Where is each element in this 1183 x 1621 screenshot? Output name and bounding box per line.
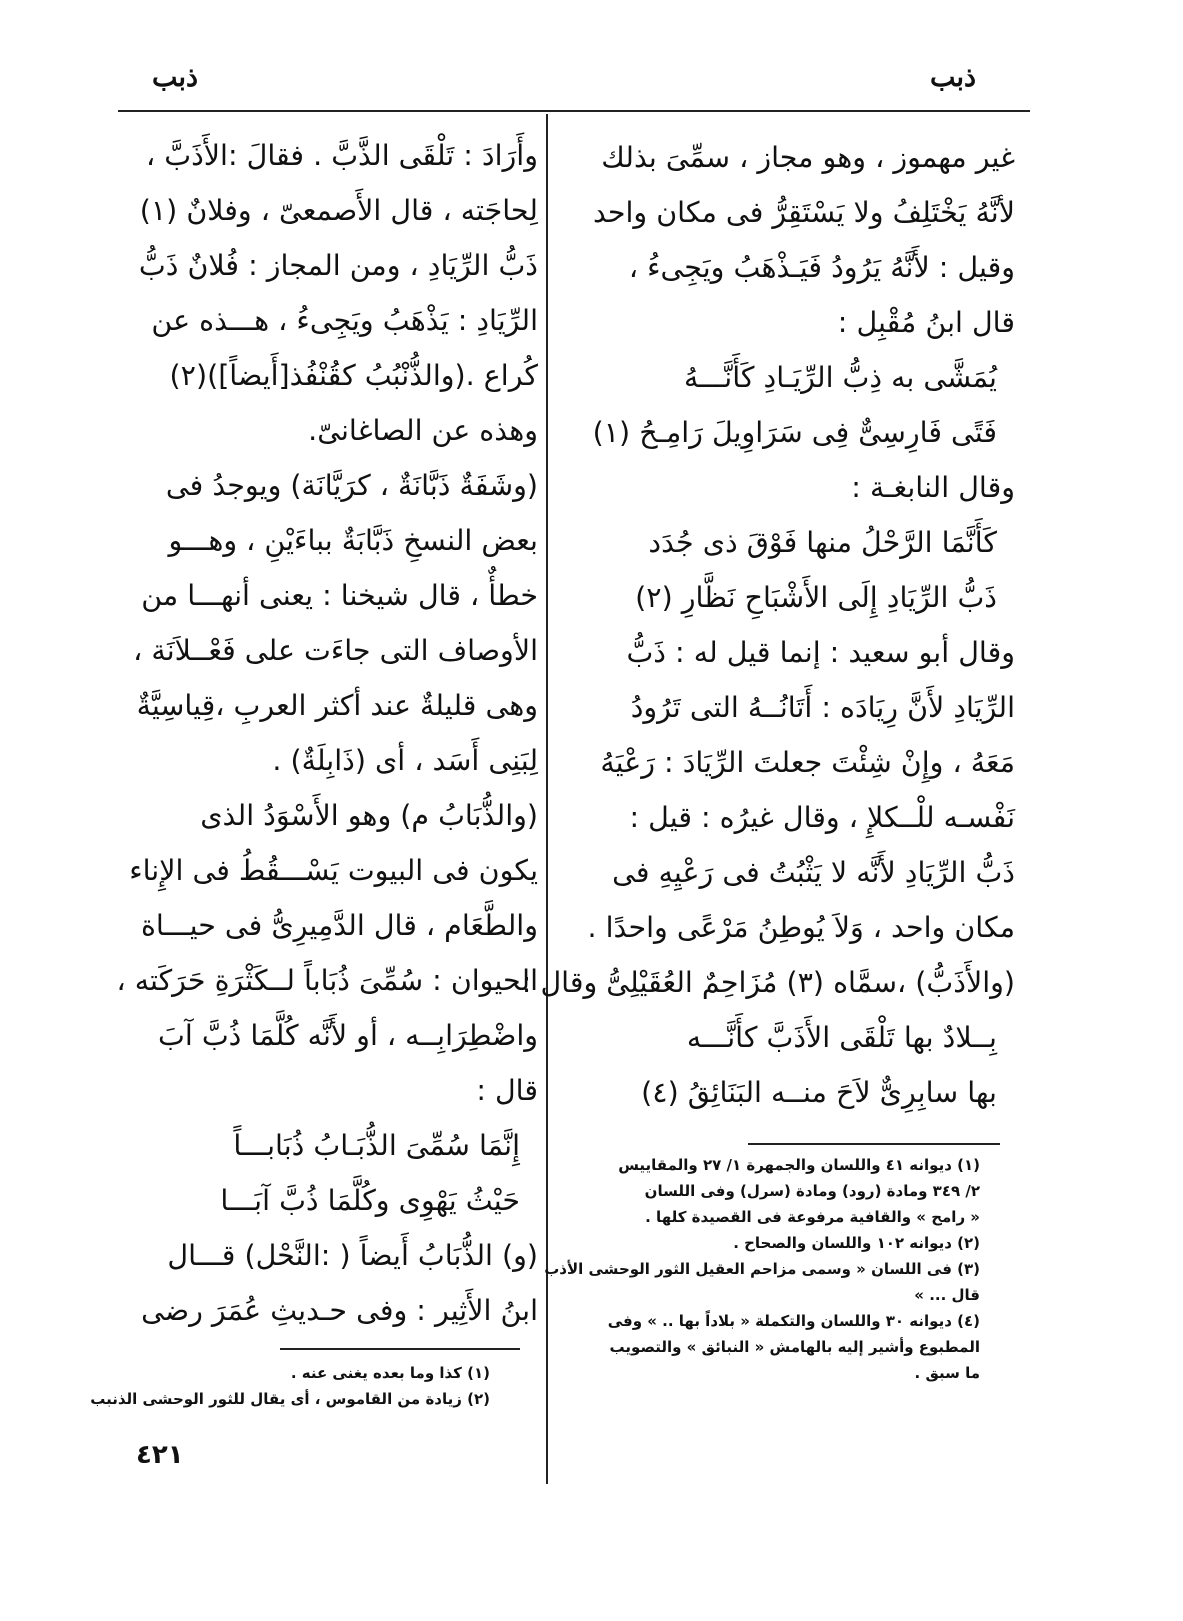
running-head-right: ذبب bbox=[930, 62, 977, 93]
footnote-rule-left bbox=[280, 1348, 520, 1350]
text-line: يكون فى البيوت يَسْـــقُطُ فى الإِناء bbox=[129, 854, 538, 887]
text-line: ذَبُّ الرِّيَادِ إِلَى الأَشْبَاحِ نَظَّارِ (٢) bbox=[635, 581, 997, 614]
text-line: بِــلادٌ بها تَلْقَى الأَذَبَّ كأَنَّـــه bbox=[686, 1021, 997, 1054]
text-line: إِنَّمَا سُمِّىَ الذُّبَـابُ ذُبَابـــاً bbox=[233, 1129, 520, 1162]
running-head-left: ذبب bbox=[152, 62, 199, 93]
text-line: قال ابنُ مُقْبِل : bbox=[837, 306, 1015, 339]
text-line: (و) الذُّبَابُ أَيضاً ( :النَّحْل) قـــال bbox=[167, 1239, 538, 1272]
left-column bbox=[98, 128, 538, 1338]
text-line: ذَبُّ الرِّيَادِ ، ومن المجاز : فُلانٌ ذَبُّ bbox=[138, 249, 538, 282]
text-line: غير مهموز ، وهو مجاز ، سمِّىَ بذلك bbox=[601, 141, 1015, 174]
footnote-line: (٣) فى اللسان « وسمى مزاحم العقيل الثور الوحشى الأذب bbox=[544, 1260, 980, 1278]
text-line: لأنَّهُ يَخْتَلِفُ ولا يَسْتَقِرُّ فى مكان واحد bbox=[592, 196, 1015, 229]
text-line: وهذه عن الصاغانىّ. bbox=[308, 414, 538, 447]
text-line: قال : bbox=[476, 1074, 538, 1107]
text-line: وقيل : لأَنَّهُ يَرُودُ فَيَـذْهَبُ ويَجِىءُ ، bbox=[628, 251, 1015, 284]
text-line: الرِّيَادِ : يَذْهَبُ ويَجِىءُ ، هـــذه عن bbox=[151, 304, 538, 337]
right-column bbox=[521, 130, 1015, 1120]
text-line: الأوصاف التى جاءَت على فَعْــلاَنَة ، bbox=[133, 634, 538, 667]
footnote-line: (٢) ديوانه ١٠٢ واللسان والصحاح . bbox=[733, 1234, 980, 1252]
text-line: نَفْسـه للْــكلإِ ، وقال غيرُه : قيل : bbox=[629, 801, 1015, 834]
footnote-line: (٤) ديوانه ٣٠ واللسان والتكملة « بلاداً بها .. » وفى bbox=[607, 1312, 980, 1330]
text-line: واضْطِرَابِــه ، أو لأَنَّه كُلَّمَا ذُبَّ آبَ bbox=[158, 1019, 538, 1052]
page-number: ٤٢١ bbox=[136, 1440, 184, 1470]
text-line: يُمَشَّى به ذِبُّ الرِّيَـادِ كَأَنَّـــهُ bbox=[683, 361, 997, 394]
footnote-line: (١) ديوانه ٤١ واللسان والجمهرة ١/ ٢٧ والمقاييس bbox=[618, 1156, 980, 1174]
text-line: مَعَهُ ، وإِنْ شِئْتَ جعلتَ الرِّيَادَ : رَعْيَهُ bbox=[600, 746, 1015, 779]
text-line: مكان واحد ، وَلاَ يُوطِنُ مَرْعًى واحدًا . bbox=[587, 911, 1015, 944]
text-line: الحيوان : سُمِّىَ ذُبَاباً لــكَثْرَةِ حَرَكَته ، bbox=[116, 964, 538, 997]
text-line: وقال النابغـة : bbox=[851, 471, 1015, 504]
text-line: وأَرَادَ : تَلْقَى الذَّبَّ . فقالَ :الأَذَبَّ ، bbox=[146, 139, 538, 172]
text-line: لِحاجَته ، قال الأَصمعىّ ، وفلانٌ (١) bbox=[139, 194, 538, 227]
footnote-line: ٢/ ٣٤٩ ومادة (رود) ومادة (سرل) وفى اللسان bbox=[644, 1182, 980, 1200]
text-line: كَأَنَّمَا الرَّحْلُ منها فَوْقَ ذى جُدَد bbox=[648, 526, 997, 559]
text-line: وقال أبو سعيد : إنما قيل له : ذَبُّ bbox=[626, 636, 1015, 669]
text-line: فَتًى فَارِسِىٌّ فِى سَرَاوِيلَ رَامِـحُ (١) bbox=[592, 416, 997, 449]
text-line: خطأٌ ، قال شيخنا : يعنى أنهـــا من bbox=[141, 579, 538, 612]
footnote-line: المطبوع وأشير إليه بالهامش « النبائق » والتصويب bbox=[609, 1338, 980, 1356]
text-line: حَيْثُ يَهْوِى وكُلَّمَا ذُبَّ آبَـــا bbox=[220, 1184, 520, 1217]
text-line: لِبَنِى أَسَد ، أى (ذَابِلَةٌ) . bbox=[272, 744, 538, 777]
text-line: ذَبُّ الرِّيَادِ لأَنَّه لا يَثْبُتُ فى رَعْيِهِ فى bbox=[612, 856, 1015, 889]
footnotes-right bbox=[544, 1152, 980, 1386]
footnote-line: ما سبق . bbox=[914, 1364, 980, 1382]
text-line: الرِّيَادِ لأَنَّ رِيَادَه : أَتَانُــهُ التى تَرُودُ bbox=[630, 691, 1015, 724]
text-line: (والأَذَبُّ) ،سمَّاه (٣) مُزَاحِمٌ العُقَيْلِىُّ وقال : bbox=[521, 966, 1015, 999]
text-line: والطَّعَام ، قال الدَّمِيرِىُّ فى حيـــاة bbox=[140, 909, 538, 942]
text-line: كُراع .(والذُّنْبُبُ كقُنْفُذ[أَيضاً])(٢) bbox=[169, 359, 538, 392]
text-line: (والذُّبَابُ م) وهو الأَسْوَدُ الذى bbox=[200, 799, 538, 832]
text-line: ابنُ الأَثِير : وفى حـديثِ عُمَرَ رضى bbox=[141, 1294, 538, 1327]
header-rule bbox=[118, 110, 1030, 112]
text-line: (وشَفَةٌ ذَبَّانَةٌ ، كرَيَّانَة) ويوجدُ فى bbox=[165, 469, 538, 502]
footnotes-left bbox=[90, 1360, 490, 1412]
text-line: بها سابِرِىٌّ لاَحَ منــه البَنَائِقُ (٤) bbox=[641, 1076, 997, 1109]
footnote-line: قال ... » bbox=[914, 1286, 980, 1304]
footnote-line: « رامح » والقافية مرفوعة فى القصيدة كلها . bbox=[645, 1208, 980, 1226]
text-line: بعض النسخِ ذَبَّابَةٌ بباءَيْنِ ، وهـــو bbox=[168, 524, 538, 557]
footnote-line: (٢) زيادة من القاموس ، أى يقال للثور الوحشى الذنبب bbox=[90, 1390, 490, 1408]
footnote-line: (١) كذا وما بعده يغنى عنه . bbox=[290, 1364, 490, 1382]
footnote-rule-right bbox=[748, 1143, 1000, 1145]
text-line: وهى قليلةٌ عند أكثر العربِ ،قِياسِيَّةٌ bbox=[136, 689, 538, 722]
